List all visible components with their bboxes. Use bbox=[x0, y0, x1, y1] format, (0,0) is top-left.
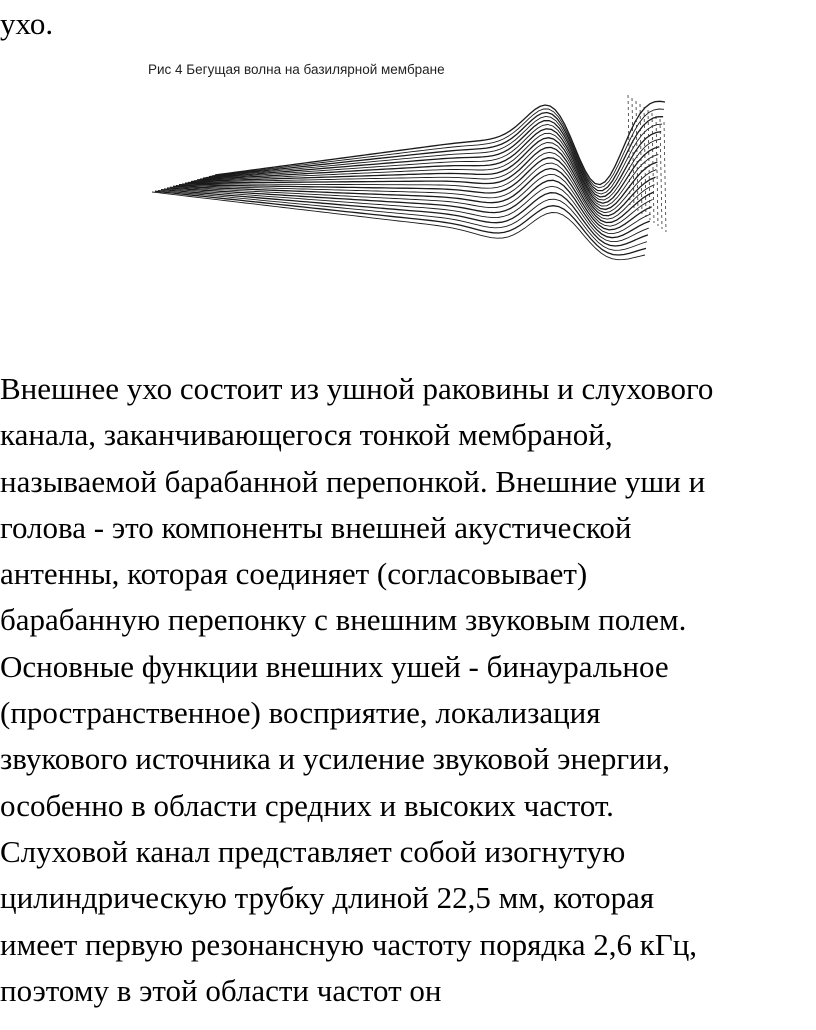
paragraph-line: поэтому в этой области частот он bbox=[0, 972, 442, 1008]
paragraph-line: голова - это компоненты внешней акустической bbox=[0, 509, 632, 545]
traveling-wave-figure bbox=[140, 55, 680, 270]
paragraph-line: звукового источника и усиление звуковой энергии, bbox=[0, 741, 670, 777]
paragraph-line: (пространственное) восприятие, локализация bbox=[0, 695, 601, 731]
wave-line bbox=[212, 109, 664, 188]
top-text-fragment: ухо. bbox=[0, 6, 54, 41]
basilar-membrane-wave-illustration bbox=[140, 55, 680, 270]
main-paragraph bbox=[0, 366, 814, 1014]
paragraph-line: имеет первую резонансную частоту порядка 2,6 кГц, bbox=[0, 926, 698, 962]
paragraph-line: Внешнее ухо состоит из ушной раковины и слухового bbox=[0, 371, 714, 406]
wave-dash-trace bbox=[664, 122, 666, 232]
figure-caption: Рис 4 Бегущая волна на базилярной мембране bbox=[148, 62, 445, 77]
paragraph-line: особенно в области средних и высоких частот. bbox=[0, 787, 614, 823]
paragraph-line: барабанную перепонку с внешним звуковым полем. bbox=[0, 602, 687, 638]
wave-dash-trace bbox=[652, 113, 654, 223]
paragraph-line: Слуховой канал представляет собой изогнутую bbox=[0, 833, 626, 869]
paragraph-line: цилиндрическую трубку длиной 22,5 мм, которая bbox=[0, 880, 655, 916]
paragraph-line: канала, заканчивающегося тонкой мембраной, bbox=[0, 417, 613, 453]
paragraph-line: Основные функции внешних ушей - бинауральное bbox=[0, 648, 669, 684]
wave-dash-trace bbox=[660, 119, 662, 229]
paragraph-line: называемой барабанной перепонкой. Внешние уши и bbox=[0, 463, 706, 499]
paragraph-line: антенны, которая соединяет (согласовывает) bbox=[0, 556, 588, 592]
